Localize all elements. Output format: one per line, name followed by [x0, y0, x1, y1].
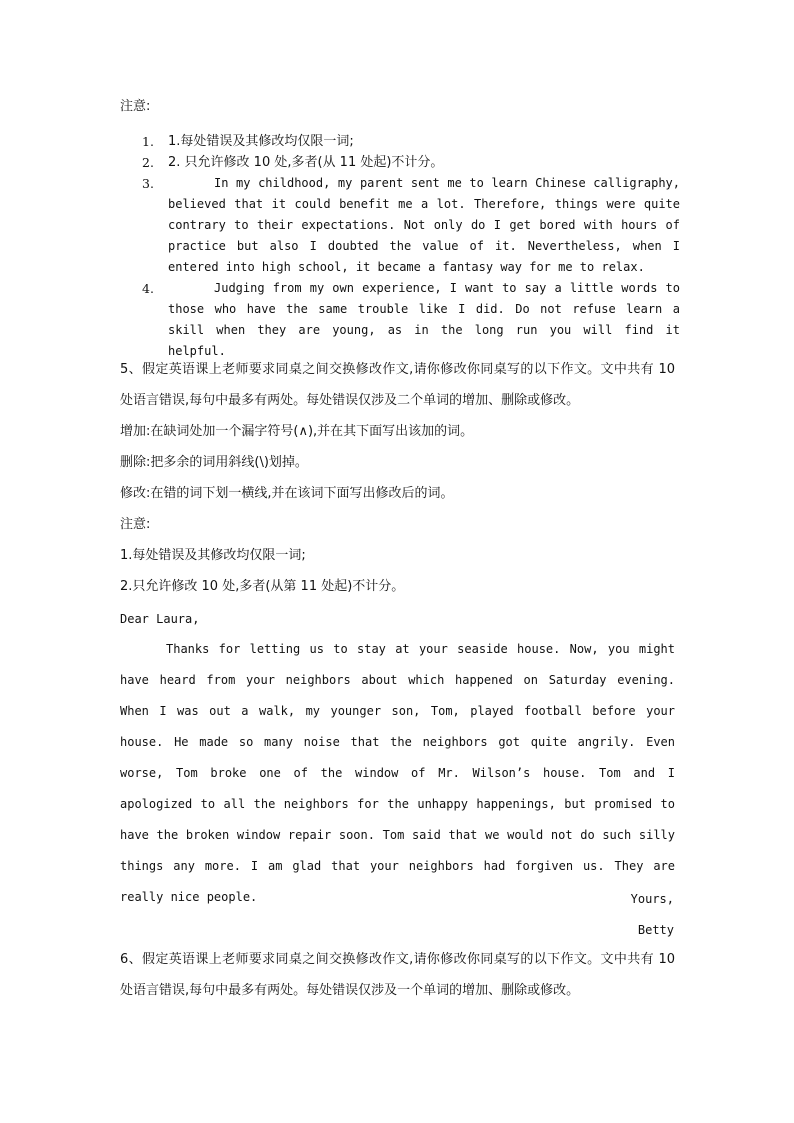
list-item [120, 131, 680, 152]
delete-instruction: 删除:把多余的词用斜线(\)划掉。 [120, 455, 308, 470]
list-item [120, 173, 680, 278]
list-text: In my childhood, my parent sent me to learn Chinese calligraphy, believed that it could benefit me a lot. Therefore, things were quite contrary to their expectations. Not only do I get bored with hours of practice but also I doubted the value of it. Nevertheless, when I entered into high school, it became a fantasy way for me to relax. [168, 176, 680, 274]
letter-signature: Betty [637, 923, 674, 937]
note-heading: 注意: [120, 99, 151, 114]
letter-body: Thanks for letting us to stay at your seaside house. Now, you might have heard from your neighbors about which happened on Saturday evening. When I was out a walk, my younger son, Tom, played football before your house. He made so many noise that the neighbors got quite angrily. Even worse, Tom broke one of the window of Mr. Wilson’s house. Tom and I apologized to all the neighbors for the unhappy happenings, but promised to have the broken window repair soon. Tom said that we would not do such silly things any more. I am glad that your neighbors had forgiven us. They are really nice people. [120, 642, 675, 904]
note-item-1: 1.每处错误及其修改均仅限一词; [120, 548, 306, 563]
question-5-intro: 5、假定英语课上老师要求同桌之间交换修改作文,请你修改你同桌写的以下作文。文中共有 10 处语言错误,每句中最多有两处。每处错误仅涉及二个单词的增加、删除或修改。 [120, 362, 675, 408]
letter-closing: Yours, [630, 892, 674, 906]
numbered-list [120, 131, 680, 362]
note-item-2: 2.只允许修改 10 处,多者(从第 11 处起)不计分。 [120, 579, 405, 594]
list-number: 4. [142, 281, 154, 296]
list-text: 1.每处错误及其修改均仅限一词; [168, 134, 354, 149]
list-number: 2. [142, 155, 154, 170]
modify-instruction: 修改:在错的词下划一横线,并在该词下面写出修改后的词。 [120, 486, 454, 501]
list-item [120, 278, 680, 362]
list-number: 3. [142, 176, 154, 191]
letter-salutation: Dear Laura, [120, 612, 200, 626]
add-instruction: 增加:在缺词处加一个漏字符号(∧),并在其下面写出该加的词。 [120, 424, 474, 439]
question-6-intro: 6、假定英语课上老师要求同桌之间交换修改作文,请你修改你同桌写的以下作文。文中共有 10 处语言错误,每句中最多有两处。每处错误仅涉及一个单词的增加、删除或修改。 [120, 952, 675, 998]
list-text: 2. 只允许修改 10 处,多者(从 11 处起)不计分。 [168, 155, 444, 170]
list-item [120, 152, 680, 173]
list-text: Judging from my own experience, I want to say a little words to those who have the same trouble like I did. Do not refuse learn a skill when they are young, as in the long run you will find it helpful. [168, 281, 680, 358]
note-heading: 注意: [120, 517, 151, 532]
list-number: 1. [142, 134, 154, 149]
